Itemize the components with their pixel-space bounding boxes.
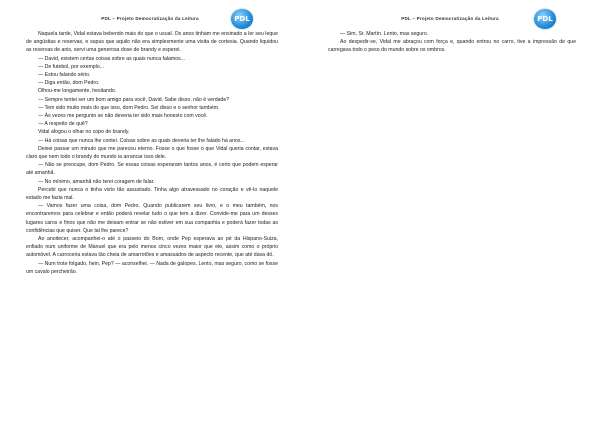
paragraph: Vidal afogou o olhar no copo de brandy. [38, 129, 130, 136]
paragraph: — Num trote folgado, hein, Pep? — aconselhei. — Nada de galopes. Lento, mas seguro, como se fosse um cavalo percheirão. [26, 260, 278, 275]
paragraph: — Tem sido muito mais do que isso, dom Pedro. Sei disso e o senhor também. [38, 104, 220, 111]
pdl-logo-icon: PDL [534, 9, 556, 29]
paragraph: Ao despedir-se, Vidal me abraçou com força e, quando entrou no carro, tive a impressão de que carregava todo o peso do mundo sobre os ombros. [328, 39, 576, 54]
paragraph: — Sim, Sr. Martín. Lento, mas seguro. [340, 31, 429, 37]
paragraph: — Diga então, dom Pedro. [38, 80, 100, 87]
paragraph: — De futebol, por exemplo... [38, 63, 105, 70]
paragraph: — David, existem certas coisas sobre as quais nunca falamos... [38, 55, 186, 62]
paragraph: Percebi que nunca o tinha visto tão assustado. Tinha algo atravessado no coração e vê-lo naquele estado me fazia mal. [26, 186, 278, 202]
paragraph: Olhou-me longamente, hesitando. [38, 88, 117, 95]
right-page-text [328, 30, 576, 55]
paragraph: — Às vezes me pergunto se não deveria ter sido mais honesto com você. [38, 113, 208, 120]
paragraph: — No mínimo, amanhã não terei coragem de falar. [38, 178, 155, 185]
paragraph: — Estou falando sério. [38, 72, 91, 79]
paragraph: — Sempre tentei ser um bom amigo para você, David. Sabe disso, não é verdade? [38, 96, 230, 103]
paragraph: Ao anoitecer, acompanhei-o até o passeio do Born, onde Pep esperava ao pé da Hispano-Suiza, enfiado num uniforme de Manuel que era pelo menos cinco vezes maior que ele, assim como o próprio automóvel. A carroceria estava tão cheia de amarrotões e amassados de aspecto recente, que até dava dó. [26, 236, 278, 259]
paragraph: — Há coisas que nunca lhe contei. Coisas sobre as quais deveria ter lhe falado há anos... [38, 137, 245, 144]
left-page-text [26, 30, 278, 276]
paragraph: — Não se preocupe, dom Pedro. Se essas coisas esperaram tantos anos, é certo que podem esperar até amanhã. [26, 162, 278, 177]
paragraph: — A respeito de quê? [38, 121, 88, 128]
page-header: PDL – Projeto Democratização da Leitura [401, 16, 499, 21]
paragraph: Deixei passar um minuto que me pareceu eterno. Fosse o que fosse o que Vidal queria contar, estava claro que nem todo o brandy do mundo ia arrancar isso dele. [26, 145, 278, 161]
paragraph: Naquela tarde, Vidal estava bebendo mais do que o usual. Os anos tinham me ensinado a ler seu leque de angústias e reservas, e supus que aquilo não era simplesmente uma visita de cortesia. Quando liquidou as reservas de anis, servi uma generosa dose de brandy e esperei. [26, 31, 278, 54]
pdl-logo-icon: PDL [231, 9, 253, 29]
paragraph: — Vamos fazer uma coisa, dom Pedro. Quando publicarem seu livro, e o meu também, nos encontraremos para celebrar e então poderá revelar tudo o que tem a dizer. Convide-me para um desses lugares caros e finos que não me deixam entrar se não estiver em sua companhia e poderá fazer todas as confidências que quiser. Que tal lhe parece? [26, 203, 278, 234]
right-page [300, 0, 600, 424]
page-header: PDL – Projeto Democratização da Leitura [101, 16, 199, 21]
